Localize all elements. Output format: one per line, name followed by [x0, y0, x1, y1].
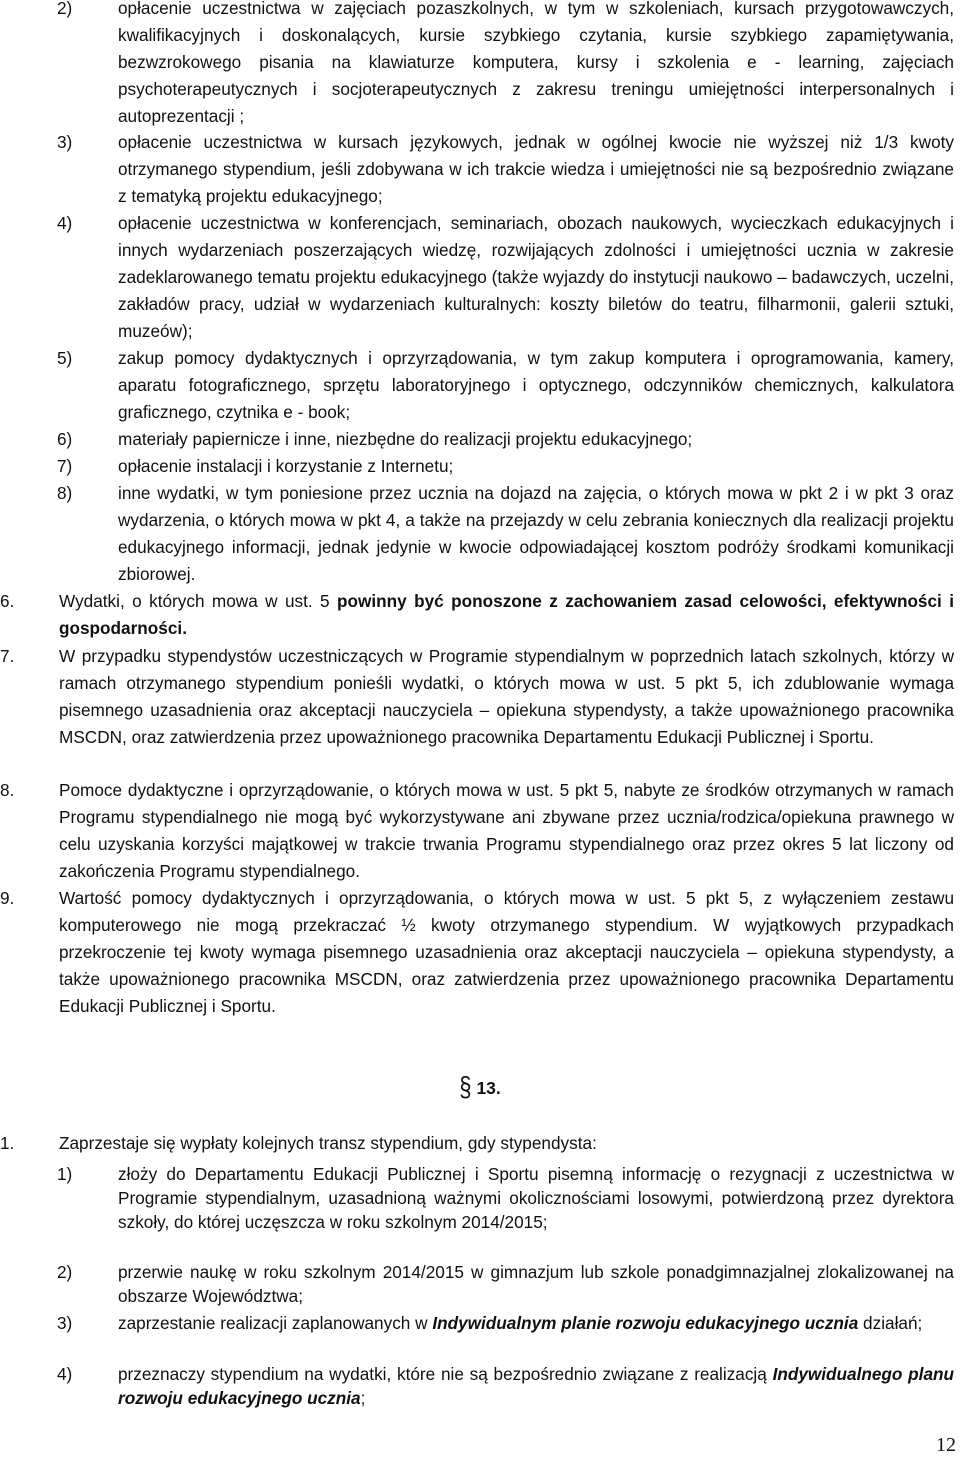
list-item-text: opłacenie uczestnictwa w zajęciach pozaszkolnych, w tym w szkoleniach, kursach przygotowawczych, kwalifikacyjnych i doskonalących, kursie szybkiego czytania, kursie szybkiego zapamiętywania, bezwzrokowego pisania na klawiaturze komputera, kursy i szkolenia e - learning, zajęciach psychoterapeutycznych i socjoterapeutycznych z zakresu treningu umiejętności interpersonalnych i autoprezentacji ;: [118, 0, 954, 126]
list-number: 4): [57, 213, 73, 233]
list-item-text: przerwie naukę w roku szkolnym 2014/2015 w gimnazjum lub szkole ponadgimnazjalnej zlokalizowanej na obszarze Województwa;: [118, 1262, 954, 1306]
list-number: 2): [57, 0, 73, 18]
section-symbol: §: [459, 1070, 472, 1102]
paragraph-6: [0, 588, 954, 642]
list-number: 7): [57, 456, 73, 476]
list-item-text: opłacenie uczestnictwa w konferencjach, seminariach, obozach naukowych, wycieczkach edukacyjnych i innych wydarzeniach poszerzających wiedzę, rozwijających zdolności i umiejętności ucznia w zakresie zadeklarowanego tematu projektu edukacyjnego (także wyjazdy do instytucji naukowo – badawczych, uczelni, zakładów pracy, udział w wydarzeniach kulturalnych: koszty biletów do teatru, filharmonii, galerii sztuki, muzeów);: [118, 213, 954, 341]
paragraph-text: Zaprzestaje się wypłaty kolejnych transz stypendium, gdy stypendysta:: [59, 1133, 597, 1153]
section13-list-item-2: [57, 1260, 954, 1308]
list-item-text: zakup pomocy dydaktycznych i oprzyrządowania, w tym zakup komputera i oprogramowania, kamery, aparatu fotograficznego, sprzętu laboratoryjnego i optycznego, odczynników chemicznych, kalkulatora graficznego, czytnika e - book;: [118, 348, 954, 422]
list-number: 3): [57, 132, 73, 152]
list-item-text-plain: zaprzestanie realizacji zaplanowanych w: [118, 1313, 433, 1333]
list-item-8: [57, 480, 954, 588]
paragraph-text: Pomoce dydaktyczne i oprzyrządowanie, o których mowa w ust. 5 pkt 5, nabyte ze środków otrzymanych w ramach Programu stypendialnego nie mogą być wykorzystywane ani zbywane przez ucznia/rodzica/opiekuna prawnego w celu uzyskania korzyści majątkowej w trakcie trwania Programu stypendialnego oraz przez okres 5 lat liczony od zakończenia Programu stypendialnego.: [59, 780, 954, 881]
list-item-text: [118, 1311, 954, 1335]
page-number: 12: [936, 1434, 956, 1456]
list-item-text-bold-italic: Indywidualnego planu rozwoju edukacyjnego ucznia: [118, 1364, 954, 1408]
list-item-text-plain-end: działań;: [858, 1313, 923, 1333]
paragraph-7: [0, 643, 954, 751]
list-item-text: opłacenie uczestnictwa w kursach językowych, jednak w ogólnej kwocie nie wyższej niż 1/3 kwoty otrzymanego stypendium, jeśli zdobywana w ich trakcie wiedza i umiejętności nie są bezpośrednio związane z tematyką projektu edukacyjnego;: [118, 132, 954, 206]
paragraph-text-bold: powinny być ponoszone z zachowaniem zasad celowości, efektywności i gospodarności.: [59, 591, 955, 638]
paragraph-number: 1.: [0, 1133, 15, 1153]
paragraph-text-plain: Wydatki, o których mowa w ust. 5: [59, 591, 338, 611]
paragraph-text: W przypadku stypendystów uczestniczących w Programie stypendialnym w poprzednich latach szkolnych, którzy w ramach otrzymanego stypendium ponieśli wydatki, o których mowa w ust. 5 pkt 5, ich zdublowanie wymaga pisemnego uzasadnienia oraz akceptacji nauczyciela – opiekuna stypendysty, a także upoważnionego pracownika MSCDN, oraz zatwierdzenia przez upoważnionego pracownika Departamentu Edukacji Publicznej i Sportu.: [59, 646, 954, 747]
list-number: 6): [57, 429, 73, 449]
list-item-7: [57, 453, 954, 480]
list-item-text: materiały papiernicze i inne, niezbędne do realizacji projektu edukacyjnego;: [118, 429, 693, 449]
list-item-text-plain-end: ;: [360, 1388, 366, 1408]
list-number: 2): [57, 1262, 73, 1282]
paragraph-text: Wartość pomocy dydaktycznych i oprzyrządowania, o których mowa w ust. 5 pkt 5, z wyłączeniem zestawu komputerowego nie mogą przekraczać ½ kwoty otrzymanego stypendium. W wyjątkowych przypadkach przekroczenie tej kwoty wymaga pisemnego uzasadnienia oraz akceptacji nauczyciela – opiekuna stypendysty, a także upoważnionego pracownika MSCDN, oraz zatwierdzenia przez upoważnionego pracownika Departamentu Edukacji Publicznej i Sportu.: [59, 888, 954, 1016]
list-item-text-plain: przeznaczy stypendium na wydatki, które nie są bezpośrednio związane z realizacją: [118, 1364, 773, 1384]
list-number: 8): [57, 483, 73, 503]
list-item-text: [118, 1362, 954, 1410]
section13-list-item-3: [57, 1311, 954, 1335]
section-number: 13.: [476, 1078, 501, 1098]
list-item-5: [57, 345, 954, 426]
list-item-6: [57, 426, 954, 453]
section13-paragraph-1: [0, 1130, 954, 1157]
paragraph-8: [0, 777, 954, 885]
paragraph-number: 7.: [0, 646, 15, 666]
paragraph-text: [59, 588, 954, 642]
list-number: 3): [57, 1313, 73, 1333]
paragraph-number: 9.: [0, 888, 15, 908]
list-item-4: [57, 210, 954, 345]
list-item-text: inne wydatki, w tym poniesione przez ucznia na dojazd na zajęcia, o których mowa w pkt 2 i w pkt 3 oraz wydarzenia, o których mowa w pkt 4, a także na przejazdy w celu zebrania koniecznych dla realizacji projektu edukacyjnego informacji, jednak jedynie w kwocie odpowiadającej kosztom podróży środkami komunikacji zbiorowej.: [118, 483, 954, 584]
section13-list-item-4: [57, 1362, 954, 1410]
list-item-text-bold-italic: Indywidualnym planie rozwoju edukacyjnego ucznia: [432, 1313, 859, 1333]
paragraph-number: 6.: [0, 591, 15, 611]
list-item-text: złoży do Departamentu Edukacji Publicznej i Sportu pisemną informację o rezygnacji z uczestnictwa w Programie stypendialnym, uzasadnioną ważnymi okolicznościami losowymi, potwierdzoną przez dyrektora szkoły, do której uczęszcza w roku szkolnym 2014/2015;: [118, 1164, 954, 1232]
paragraph-9: [0, 885, 954, 1020]
list-number: 1): [57, 1164, 73, 1184]
list-item-3: [57, 129, 954, 210]
list-item-text: opłacenie instalacji i korzystanie z Internetu;: [118, 456, 454, 476]
list-number: 5): [57, 348, 73, 368]
list-item-2: [57, 0, 954, 130]
section13-list-item-1: [57, 1162, 954, 1234]
section-heading: [0, 1070, 960, 1102]
paragraph-number: 8.: [0, 780, 15, 800]
list-number: 4): [57, 1364, 73, 1384]
